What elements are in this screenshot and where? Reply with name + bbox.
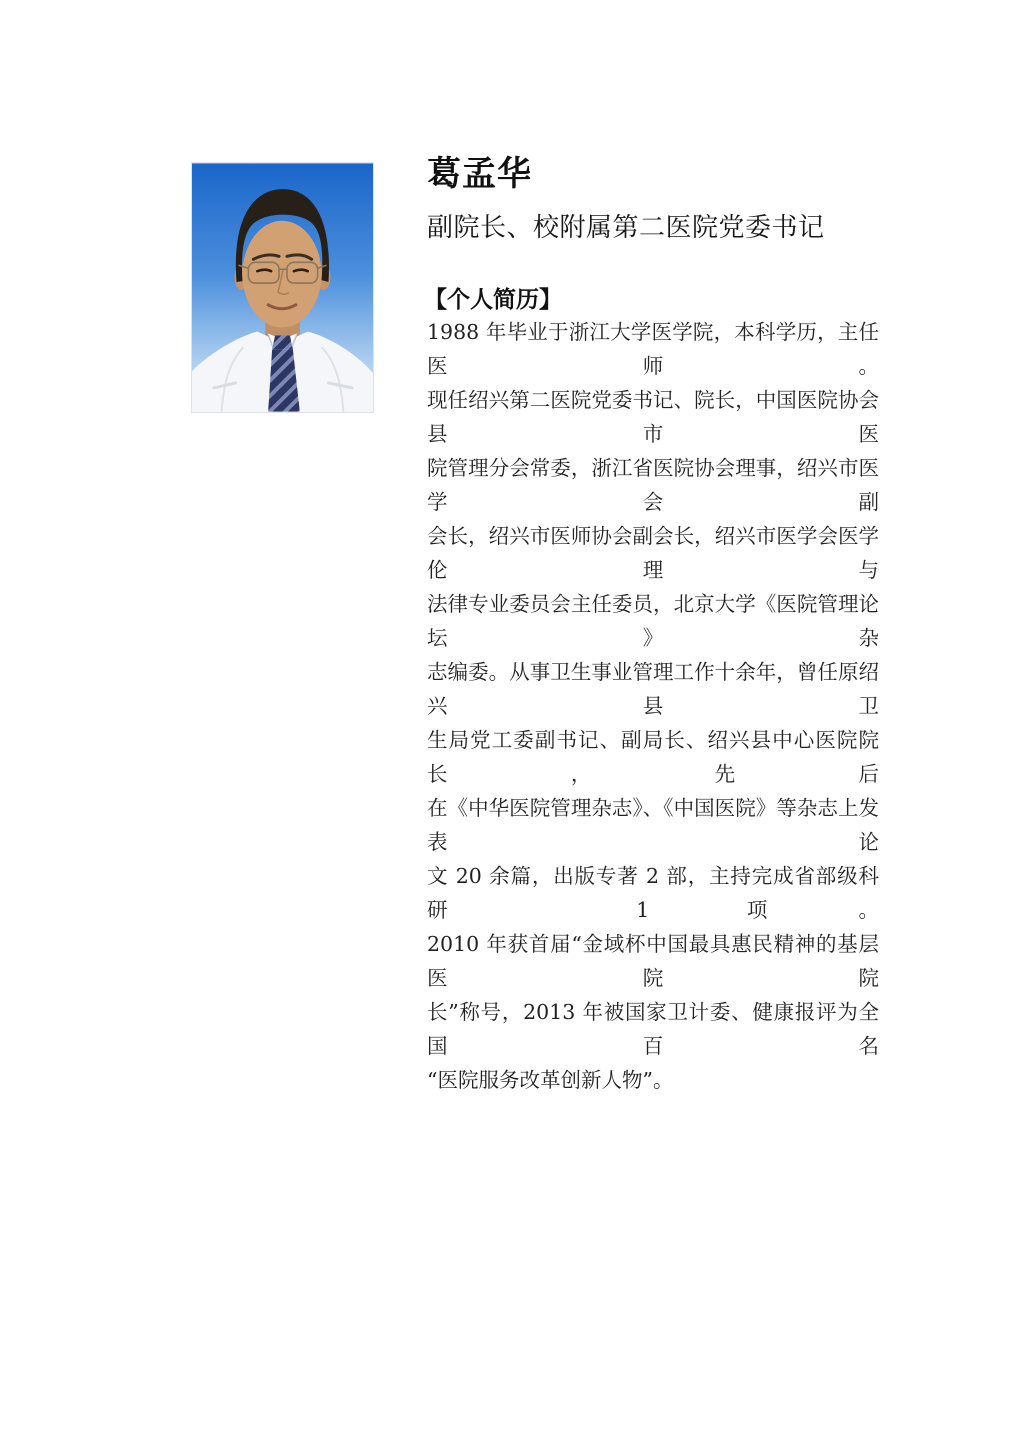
person-title: 副院长、校附属第二医院党委书记: [427, 213, 825, 243]
bio-line: 会长，绍兴市医师协会副会长，绍兴市医学会医学伦理与: [427, 524, 879, 582]
bio-line: 志编委。从事卫生事业管理工作十余年，曾任原绍兴县卫: [427, 660, 879, 718]
bio-line: 在《中华医院管理杂志》、《中国医院》等杂志上发表论: [427, 796, 879, 854]
bio-line: 现任绍兴第二医院党委书记、院长，中国医院协会县市医: [427, 388, 879, 446]
bio-line: 文 20 余篇，出版专著 2 部，主持完成省部级科研 1 项。: [427, 864, 879, 922]
bio-line: “医院服务改革创新人物”。: [427, 1068, 674, 1092]
bio-line: 生局党工委副书记、副局长、绍兴县中心医院院长，先后: [427, 728, 879, 786]
portrait-photo: [191, 162, 374, 413]
person-name: 葛孟华: [427, 155, 532, 193]
bio-paragraph: [427, 315, 879, 1097]
bio-line: 法律专业委员会主任委员，北京大学《医院管理论坛》杂: [427, 592, 879, 650]
bio-line: 院管理分会常委，浙江省医院协会理事，绍兴市医学会副: [427, 456, 879, 514]
bio-line: 长”称号，2013 年被国家卫计委、健康报评为全国百名: [427, 1000, 879, 1058]
bio-line: 1988 年毕业于浙江大学医学院，本科学历，主任医师。: [427, 320, 879, 378]
section-header-resume: 【个人简历】: [424, 286, 562, 312]
bio-line: 2010 年获首届“金域杯中国最具惠民精神的基层医院院: [427, 932, 879, 990]
portrait-photo-graphic: [192, 163, 373, 412]
